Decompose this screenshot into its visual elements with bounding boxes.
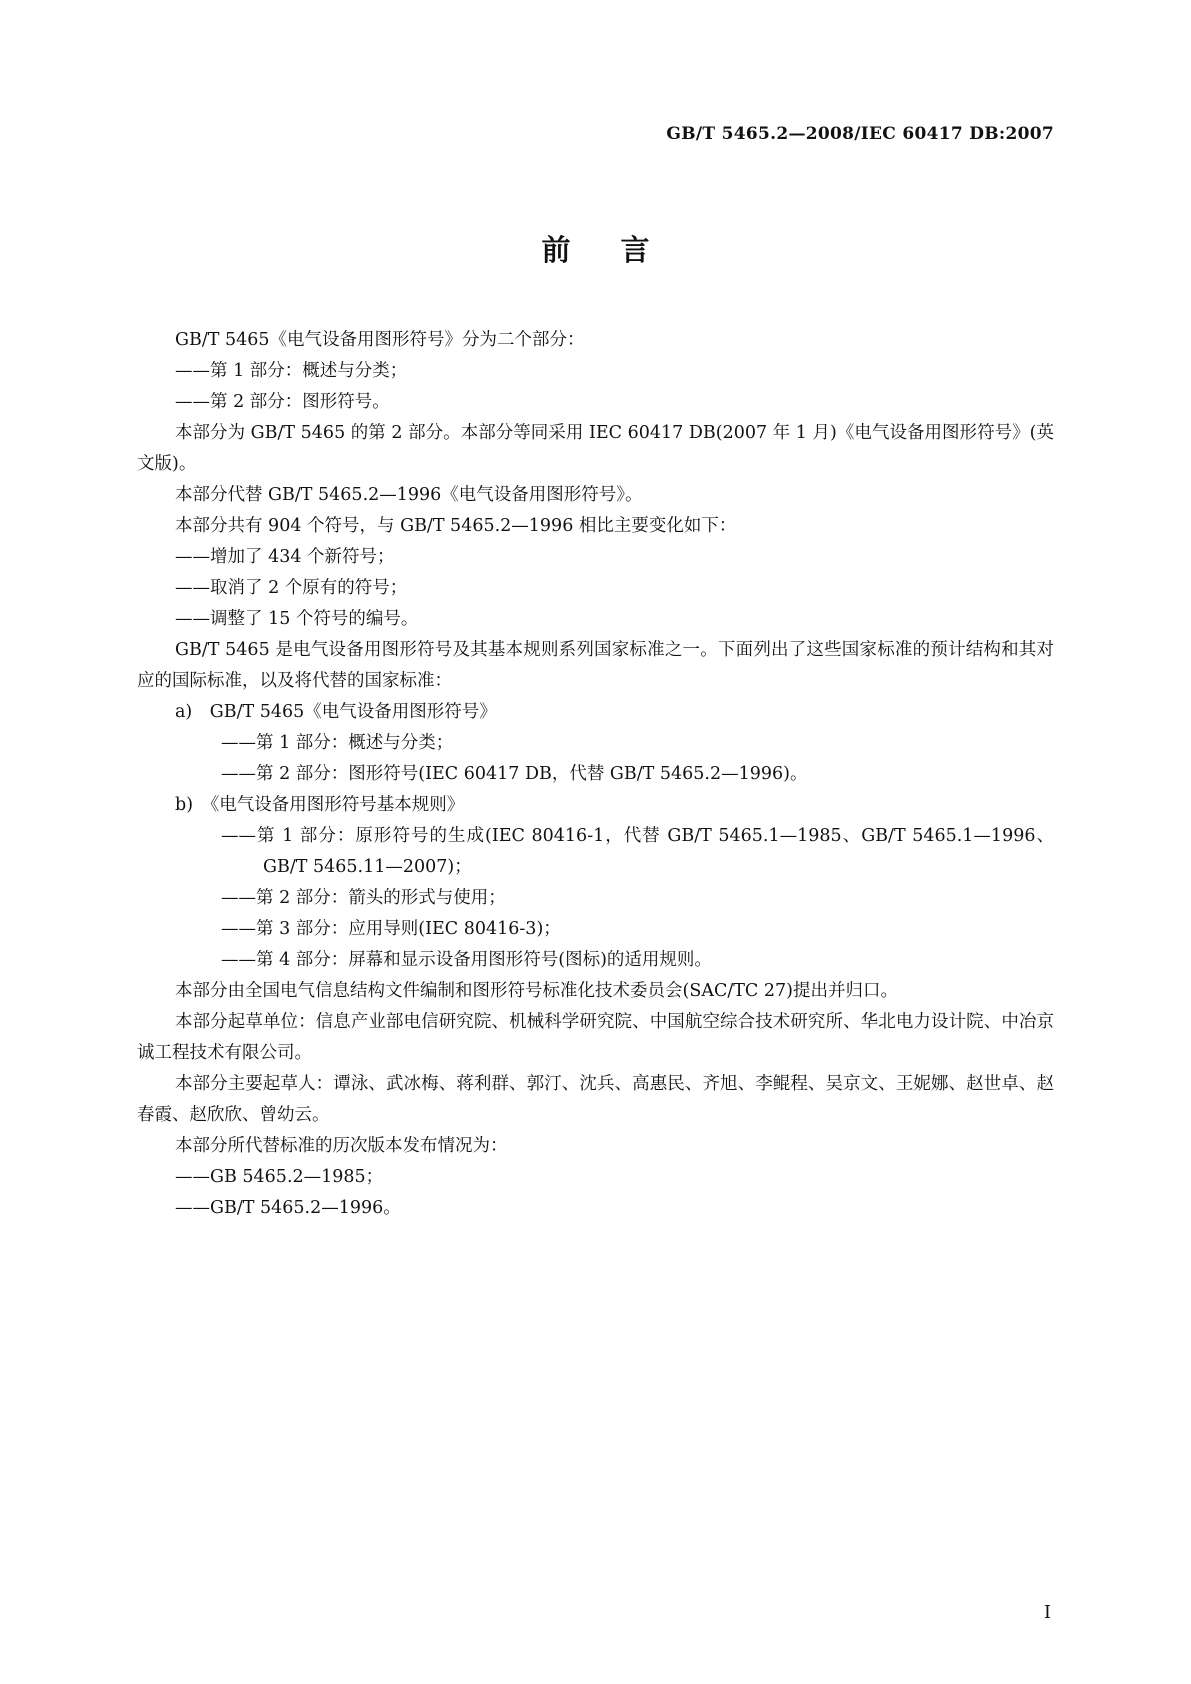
- dash-item: ——调整了 15 个符号的编号。: [175, 609, 419, 629]
- page-title: 前言: [541, 233, 700, 267]
- paragraph: 本部分代替 GB/T 5465.2—1996《电气设备用图形符号》。: [175, 485, 643, 505]
- sub-dash-item: ——第 3 部分：应用导则(IEC 80416-3)；: [221, 919, 561, 939]
- dash-item: ——GB/T 5465.2—1996。: [175, 1198, 401, 1218]
- dash-item: ——第 2 部分：图形符号。: [175, 392, 390, 412]
- sub-dash-item: ——第 2 部分：图形符号(IEC 60417 DB，代替 GB/T 5465.2—1996)。: [221, 764, 808, 784]
- paragraph: 本部分为 GB/T 5465 的第 2 部分。本部分等同采用 IEC 60417 DB(2007 年 1 月)《电气设备用图形符号》(英文版)。: [137, 423, 1054, 474]
- paragraph: 本部分共有 904 个符号，与 GB/T 5465.2—1996 相比主要变化如下：: [175, 516, 737, 536]
- paragraph: 本部分由全国电气信息结构文件编制和图形符号标准化技术委员会(SAC/TC 27)提出并归口。: [175, 981, 898, 1001]
- paragraph: GB/T 5465 是电气设备用图形符号及其基本规则系列国家标准之一。下面列出了这些国家标准的预计结构和其对应的国际标准，以及将代替的国家标准：: [137, 640, 1054, 691]
- dash-item: ——GB 5465.2—1985；: [175, 1167, 384, 1187]
- standard-number-header: GB/T 5465.2—2008/IEC 60417 DB:2007: [666, 124, 1054, 144]
- paragraph: 本部分所代替标准的历次版本发布情况为：: [175, 1136, 508, 1156]
- paragraph: 本部分主要起草人：谭泳、武冰梅、蒋利群、郭汀、沈兵、高惠民、齐旭、李鲲程、吴京文、王妮娜、赵世卓、赵春霞、赵欣欣、曾幼云。: [137, 1074, 1054, 1125]
- list-item-b: b) 《电气设备用图形符号基本规则》: [175, 795, 465, 815]
- paragraph: GB/T 5465《电气设备用图形符号》分为二个部分：: [175, 330, 585, 350]
- dash-item: ——取消了 2 个原有的符号；: [175, 578, 408, 598]
- sub-dash-item: ——第 4 部分：屏幕和显示设备用图形符号(图标)的适用规则。: [221, 950, 712, 970]
- dash-item: ——第 1 部分：概述与分类；: [175, 361, 408, 381]
- paragraph: 本部分起草单位：信息产业部电信研究院、机械科学研究院、中国航空综合技术研究所、华北电力设计院、中冶京诚工程技术有限公司。: [137, 1012, 1054, 1063]
- sub-dash-item: ——第 1 部分：概述与分类；: [221, 733, 454, 753]
- list-item-a: a) GB/T 5465《电气设备用图形符号》: [175, 702, 497, 722]
- page-number: I: [1043, 1602, 1051, 1623]
- sub-dash-item: ——第 1 部分：原形符号的生成(IEC 80416-1，代替 GB/T 5465.1—1985、GB/T 5465.1—1996、GB/T 5465.11—2007)；: [221, 826, 1054, 877]
- foreword-body: [137, 325, 1054, 1224]
- dash-item: ——增加了 434 个新符号；: [175, 547, 395, 567]
- sub-dash-item: ——第 2 部分：箭头的形式与使用；: [221, 888, 506, 908]
